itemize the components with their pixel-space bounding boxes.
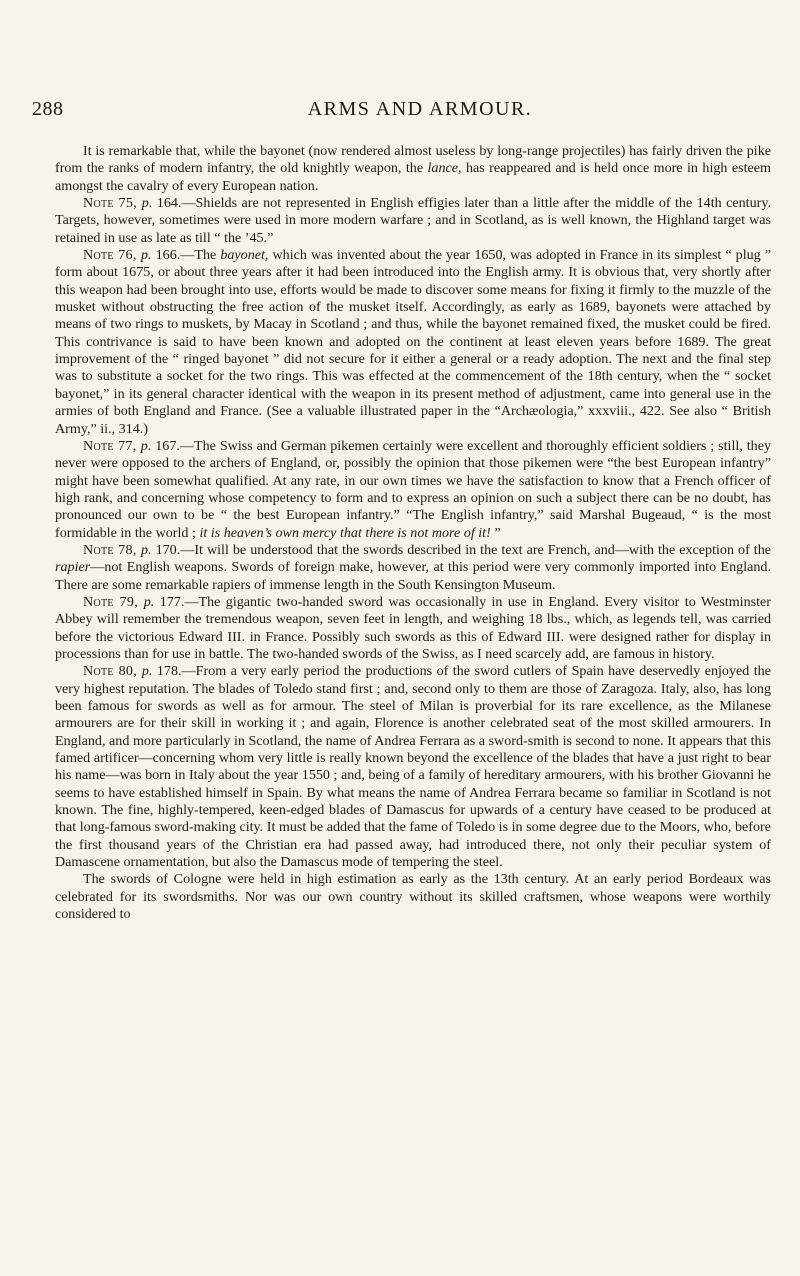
page-number: 288 [32,98,64,120]
paragraph [55,143,771,195]
page-ref: p. [141,195,153,212]
text-run: 166.—The [151,247,221,264]
text-run: ” [490,524,501,541]
paragraph [55,663,771,871]
italic-text: rapier [55,559,91,576]
text-run: The swords of Cologne were held in high estimation as early as the 13th century. At an early period Bordeaux was celebrated for its swordsmiths. Nor was our own country without its skilled craftsmen, whose weapons were worthily considered to [55,871,771,923]
running-head [0,98,800,128]
page-ref: p. [143,593,155,610]
page-ref: p. [140,437,152,454]
note-label: Note 77, [83,437,141,454]
italic-text: bayonet, [220,247,269,264]
note-label: Note 79, [83,593,144,610]
note-label: Note 78, [83,541,141,558]
text-run: 164.—Shields are not represented in English effigies later than a little after the middle of the 14th century. Targets, however, sometimes were used in more modern warfare ; and in Scotland, as is well known, the Highland target was retained in use as late as till “ the ’45.” [55,195,771,246]
paragraph [55,542,771,594]
page-ref: p. [140,541,152,558]
page-ref: p. [141,663,153,680]
text-run: , has reappeared and is held once more in high esteem amongst the cavalry of every European nation. [55,160,771,194]
text-run: 177.—The gigantic two-handed sword was occasionally in use in England. Every visitor to Westminster Abbey will remember the tremendous weapon, seven feet in length, and weighing 18 lbs., which, as legends tell, was carried before the victorious Edward III. in France. Possibly such swords as this of Edward III. were designed rather for display in processions than for use in battle. The two-handed swords of the Swiss, as I need scarcely add, are famous in history. [55,593,771,662]
text-run: 170.—It will be understood that the swords described in the text are French, and—with the exception of the [151,541,771,558]
note-label: Note 75, [83,195,142,212]
text-run: 178.—From a very early period the productions of the sword cutlers of Spain have deservedly enjoyed the very highest reputation. The blades of Toledo stand first ; and, second only to them are those of Zaragoza. Italy, also, has long been famous for swords as well as for armour. The steel of Milan is proverbial for its rare excellence, as the Milanese armourers are for their skill in working it ; and again, Florence is another celebrated seat of the most skilled armourers. In England, and more particularly in Scotland, the name of Andrea Ferrara as a sword-smith is second to none. It appears that this famed artificer—concerning whom very little is really known beyond the excellence of the blades that have a just right to bear his name—was born in Italy about the year 1550 ; and, being of a family of hereditary armourers, with his brother Giovanni he seems to have established himself in Spain. By what means the name of Andrea Ferrara became so familiar in Scotland is not known. The fine, highly-tempered, keen-edged blades of Damascus for upwards of a century have ceased to be produced at that long-famous sword-making city. It must be added that the fame of Toledo is in some degree due to the Moors, who, before the first thousand years of the Christian era had passed away, had introduced there, not only their peculiar system of Damascene ornamentation, but also the Damascus mode of tempering the steel. [55,663,771,871]
body-text [55,143,771,923]
italic-text: lance [427,160,459,177]
paragraph [55,195,771,247]
paragraph [55,247,771,438]
text-run: 167.—The Swiss and German pikemen certainly were excellent and thoroughly efficient soldiers ; still, they never were opposed to the archers of England, or, possibly the opinion that those pikemen were “the best European infantry” might have been somewhat qualified. At any rate, in our own times we have the satisfaction to know that a French officer of high rank, and concerning whose competency to form and to express an opinion on such a subject there can be no doubt, has pronounced our own to be “ the best European infantry.” “The English infantry,” said Marshal Bugeaud, “ is the most formidable in the world ; [55,437,772,541]
italic-text: it is heaven’s own mercy that there is not more of it! [199,524,491,541]
paragraph [55,438,771,542]
running-title: ARMS AND ARMOUR. [307,98,533,120]
page-ref: p. [141,247,152,264]
text-run: which was invented about the year 1650, was adopted in France in its simplest “ plug ” form about 1675, or about three years after it had been introduced into the English army. It is obvious that, very shortly after this weapon had been brought into use, efforts would be made to discover some means for fixing it firmly to the muzzle of the musket without obstructing the free action of the musket itself. Accordingly, as early as 1689, bayonets were attached by means of two rings to muskets, by Macay in Scotland ; and thus, while the bayonet remained fixed, the musket could be fired. This contrivance is said to have been known and adopted on the continent at least eleven years before 1689. The great improvement of the “ ringed bayonet ” did not secure for it either a general or a ready adoption. The next and the final step was to substitute a socket for the two rings. This was effected at the commencement of the 18th century, when the “ socket bayonet,” in its general character identical with the weapon in its present method of adjustment, came into general use in the armies of both England and France. (See a valuable illustrated paper in the “Archæologia,” xxxviii., 422. See also “ British Army,” ii., 314.) [55,247,772,437]
text-run: —not English weapons. Swords of foreign make, however, at this period were very commonly imported into England. There are some remarkable rapiers of immense length in the South Kensington Museum. [55,559,771,593]
paragraph [55,594,771,663]
note-label: Note 76, [83,247,141,264]
paragraph [55,871,771,923]
text-run: It is remarkable that, while the bayonet (now rendered almost useless by long-range projectiles) has fairly driven the pike from the ranks of modern infantry, the old knightly weapon, the [55,143,771,177]
note-label: Note 80, [83,663,142,680]
